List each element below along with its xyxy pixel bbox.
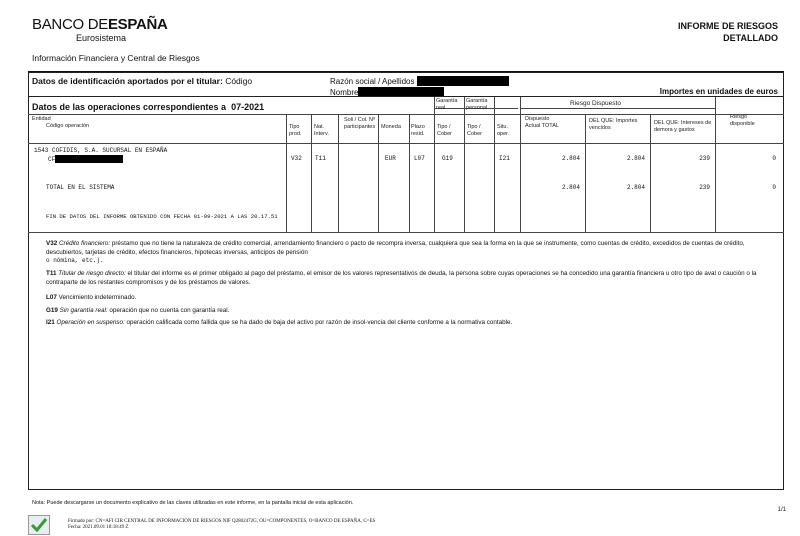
ident-section xyxy=(32,76,252,86)
legend-text: el titular del informe es el primer obligado al pago del préstamo, el emisor de los valores representativos de deuda, la persona sobre cuyas operaciones se ha concedido una garantía financiera u otro tipo de aval o caución o la contraparte de los restantes compromisos y de los préstamos de valores. xyxy=(46,270,757,286)
col-situ-oper: Situ. oper. xyxy=(497,124,510,137)
col-intereses: DEL QUE: Intereses de demora y gastos xyxy=(654,120,712,133)
logo-prefix: BANCO DE xyxy=(32,16,108,33)
col-divider xyxy=(520,97,521,232)
table-top-line xyxy=(28,114,784,115)
col-garantia-real: Garantía real xyxy=(436,98,458,111)
col-dispuesto-actual: Dispuesto Actual TOTAL xyxy=(525,116,559,129)
signature-line2: Fecha: 2021.09.01 18:18:49 Z xyxy=(68,525,129,530)
legend-g19 xyxy=(46,307,776,316)
col-divider xyxy=(338,114,339,232)
row-entidad: 1543 COFIDIS, S.A. SUCURSAL EN ESPAÑA xyxy=(34,147,168,154)
legend-text: préstamo que no tiene la naturaleza de crédito comercial, arrendamiento financiero o pacto de recompra inversa, cualquiera que sea la forma en la que se instrumente, como cuentas de crédito, excedidos de cuentas de crédito, descubiertos, tarjetas de crédito, efectos financieros, hipotecas inversas, anticipos de pensión xyxy=(46,240,745,256)
total-intereses: 239 xyxy=(699,184,710,191)
report-title-line1: INFORME DE RIESGOS xyxy=(677,21,778,31)
col-codigo-operacion: Código operación xyxy=(46,123,90,129)
table-bottom-line xyxy=(28,232,784,233)
legend-extra: o nómina, etc.). xyxy=(46,257,104,264)
legend-i21 xyxy=(46,319,776,328)
total-dispuesto: 2.804 xyxy=(561,184,580,191)
legend-term: Titular de riesgo directo: xyxy=(58,270,126,277)
razon-label: Razón social / Apellidos xyxy=(330,77,415,86)
riesgo-line xyxy=(520,108,715,109)
section-divider xyxy=(28,96,784,97)
legend-term: Sin garantía real: xyxy=(59,307,108,314)
table-header-line xyxy=(28,143,784,144)
row-moneda: EUR xyxy=(385,155,396,162)
ident-label: Datos de identificación aportados por el titular: xyxy=(32,76,223,86)
footer-note: Nota: Puede descargarse un documento explicativo de las claves utilizadas en este informe, en la pantalla inicial de esta aplicación. xyxy=(32,500,354,506)
col-divider xyxy=(585,114,586,232)
row-nat-interv: T11 xyxy=(315,155,326,162)
legend-text: operación que no cuenta con garantía real. xyxy=(107,307,230,314)
legend-term: Crédito financiero: xyxy=(58,240,111,247)
signature-line1: Firmado por: CN=AFI CIR CENTRAL DE INFORMACION DE RIESGOS NIF Q2802472G, OU=COMPONENTES, O=BANCO DE ESPAÑA, C=ES xyxy=(68,519,376,524)
ops-title xyxy=(32,102,264,112)
legend-v32 xyxy=(46,240,776,265)
page-subtitle: Información Financiera y Central de Riesgos xyxy=(32,53,200,63)
ops-period: 07-2021 xyxy=(231,102,265,112)
redacted-block xyxy=(417,76,509,86)
legend-text: operación calificada como fallida que se ha dado de baja del activo por razón de insol-vencia del cliente conforme a la normativa contable. xyxy=(124,319,513,326)
nombre-label: Nombre xyxy=(330,88,359,97)
row-vencidos: 2.804 xyxy=(626,155,645,162)
row-intereses: 239 xyxy=(699,155,710,162)
page-number: 1/1 xyxy=(777,507,786,513)
col-divider xyxy=(378,114,379,232)
legend-code: G19 xyxy=(46,307,58,314)
fin-datos: FIN DE DATOS DEL INFORME OBTENIDO CON FECHA 01-09-2021 A LAS 20.17.51 xyxy=(46,213,278,220)
razon-social xyxy=(330,76,509,86)
ops-label: Datos de las operaciones correspondientes a xyxy=(32,102,227,112)
row-garantia: G19 xyxy=(442,155,453,162)
col-divider xyxy=(715,97,716,232)
col-divider xyxy=(311,114,312,232)
col-moneda: Moneda xyxy=(381,124,401,130)
legend-code: I21 xyxy=(46,319,55,326)
importes-note: Importes en unidades de euros xyxy=(659,87,778,96)
legend-code: V32 xyxy=(46,240,58,247)
logo-subtitle: Eurosistema xyxy=(76,33,127,43)
row-tipo-prod: V32 xyxy=(291,155,302,162)
col-soli-col: Soli / Col. Nº participantes xyxy=(343,117,376,130)
row-dispuesto: 2.804 xyxy=(561,155,580,162)
total-label: TOTAL EN EL SISTEMA xyxy=(46,184,115,191)
total-vencidos: 2.804 xyxy=(626,184,645,191)
signature-check-icon xyxy=(28,515,50,535)
redacted-block xyxy=(55,155,123,163)
col-divider xyxy=(464,97,465,232)
col-divider xyxy=(650,114,651,232)
col-nat-interv: Nat. Interv. xyxy=(314,124,329,137)
col-divider xyxy=(286,114,287,232)
legend-code: T11 xyxy=(46,270,57,277)
col-riesgo-dispuesto: Riesgo Dispuesto xyxy=(570,100,621,107)
col-divider xyxy=(409,114,410,232)
col-tipo-cober-personal: Tipo / Cober xyxy=(467,124,482,137)
check-icon xyxy=(29,516,49,534)
col-plazo: Plazo resid. xyxy=(411,124,425,137)
report-title xyxy=(598,20,778,44)
bank-logo xyxy=(32,16,168,33)
codigo-label: Código xyxy=(225,76,253,86)
legend-text: Vencimiento indeterminado. xyxy=(58,294,137,301)
col-garantia-personal: Garantía personal xyxy=(466,98,488,111)
report-title-line2: DETALLADO xyxy=(723,33,778,43)
col-divider xyxy=(434,97,435,232)
legend-t11 xyxy=(46,270,776,287)
col-riesgo-disponible: Riesgo disponible xyxy=(730,114,755,127)
legend-code: L07 xyxy=(46,294,57,301)
legend-term: Operación en suspenso: xyxy=(56,319,125,326)
col-importes-vencidos: DEL QUE: Importes vencidos xyxy=(589,118,638,131)
signature-text xyxy=(68,519,375,531)
row-disponible: 0 xyxy=(772,155,776,162)
col-entidad: Entidad xyxy=(32,116,51,122)
col-tipo-cober-real: Tipo / Cober xyxy=(437,124,452,137)
row-plazo: L07 xyxy=(414,155,425,162)
codigo-prefix: CF xyxy=(48,156,56,163)
col-divider xyxy=(494,97,495,232)
legend-l07 xyxy=(46,294,776,303)
total-disponible: 0 xyxy=(772,184,776,191)
row-codigo xyxy=(48,155,123,163)
row-situ: I21 xyxy=(499,155,510,162)
logo-bold: ESPAÑA xyxy=(107,16,168,33)
col-tipo-prod: Tipo prod. xyxy=(289,124,302,137)
